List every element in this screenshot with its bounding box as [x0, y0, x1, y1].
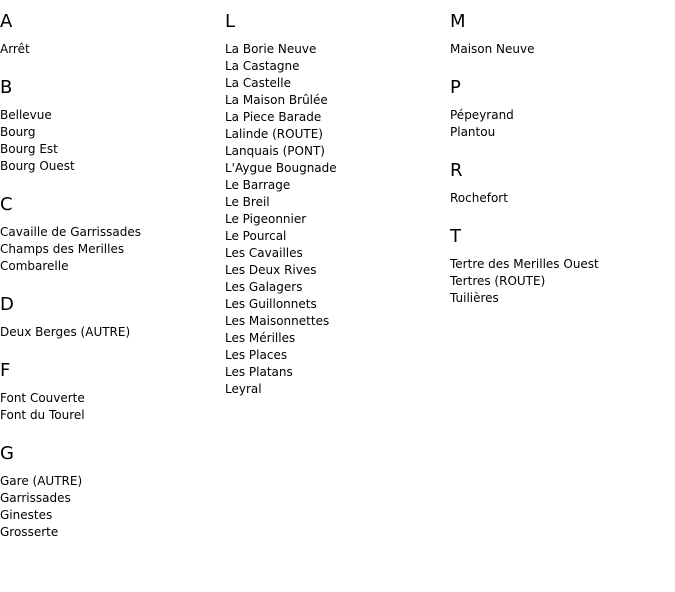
place-link[interactable]: Garrissades	[0, 491, 71, 505]
list-item	[225, 330, 450, 347]
list-item	[225, 381, 450, 398]
place-list	[0, 473, 225, 541]
list-item	[225, 143, 450, 160]
place-list	[0, 224, 225, 275]
list-item	[225, 160, 450, 177]
list-item	[225, 279, 450, 296]
list-item	[225, 41, 450, 58]
index-column-3	[450, 0, 675, 326]
list-item	[0, 141, 225, 158]
list-item	[225, 126, 450, 143]
list-item	[0, 390, 225, 407]
place-link[interactable]: La Borie Neuve	[225, 42, 317, 56]
list-item	[225, 194, 450, 211]
letter-group	[0, 443, 225, 541]
place-link[interactable]: La Maison Brûlée	[225, 93, 328, 107]
letter-heading: B	[0, 77, 13, 98]
place-link[interactable]: Cavaille de Garrissades	[0, 225, 141, 239]
place-link[interactable]: Deux Berges (AUTRE)	[0, 325, 131, 339]
list-item	[225, 211, 450, 228]
place-link[interactable]: Le Pigeonnier	[225, 212, 307, 226]
place-list	[450, 107, 675, 141]
list-item	[225, 75, 450, 92]
place-link[interactable]: Le Pourcal	[225, 229, 287, 243]
place-link[interactable]: Le Barrage	[225, 178, 291, 192]
place-link[interactable]: Font Couverte	[0, 391, 85, 405]
place-link[interactable]: Tertres (ROUTE)	[450, 274, 546, 288]
place-link[interactable]: Lanquais (PONT)	[225, 144, 325, 158]
place-link[interactable]: Les Deux Rives	[225, 263, 317, 277]
list-item	[0, 241, 225, 258]
list-item	[0, 507, 225, 524]
list-item	[450, 290, 675, 307]
index-column-1	[0, 0, 225, 560]
list-item	[225, 228, 450, 245]
place-link[interactable]: Arrêt	[0, 42, 30, 56]
place-list	[450, 190, 675, 207]
place-link[interactable]: Les Places	[225, 348, 288, 362]
place-link[interactable]: Les Galagers	[225, 280, 303, 294]
place-link[interactable]: Lalinde (ROUTE)	[225, 127, 323, 141]
place-link[interactable]: Le Breil	[225, 195, 270, 209]
list-item	[0, 258, 225, 275]
letter-heading: A	[0, 11, 13, 32]
letter-group	[0, 194, 225, 275]
place-link[interactable]: Combarelle	[0, 259, 69, 273]
list-item	[0, 41, 225, 58]
index-column-2	[225, 0, 450, 417]
letter-group	[450, 11, 675, 58]
list-item	[0, 490, 225, 507]
list-item	[450, 256, 675, 273]
list-item	[225, 92, 450, 109]
list-item	[450, 190, 675, 207]
list-item	[0, 524, 225, 541]
place-list	[450, 41, 675, 58]
place-link[interactable]: L'Aygue Bougnade	[225, 161, 337, 175]
place-list	[450, 256, 675, 307]
place-link[interactable]: Plantou	[450, 125, 496, 139]
letter-group	[0, 11, 225, 58]
list-item	[225, 109, 450, 126]
list-item	[225, 364, 450, 381]
letter-group	[450, 160, 675, 207]
letter-group	[225, 11, 450, 398]
place-link[interactable]: Bourg Est	[0, 142, 58, 156]
list-item	[0, 324, 225, 341]
place-link[interactable]: Font du Tourel	[0, 408, 85, 422]
letter-group	[450, 226, 675, 307]
place-link[interactable]: Tuilières	[450, 291, 499, 305]
letter-group	[450, 77, 675, 141]
letter-group	[0, 77, 225, 175]
list-item	[0, 158, 225, 175]
list-item	[225, 245, 450, 262]
place-list	[225, 41, 450, 398]
place-link[interactable]: Bourg	[0, 125, 36, 139]
list-item	[0, 224, 225, 241]
place-link[interactable]: Rochefort	[450, 191, 508, 205]
list-item	[450, 107, 675, 124]
letter-heading: G	[0, 443, 14, 464]
place-link[interactable]: Ginestes	[0, 508, 53, 522]
place-link[interactable]: Gare (AUTRE)	[0, 474, 83, 488]
place-link[interactable]: Les Mérilles	[225, 331, 296, 345]
place-link[interactable]: Les Guillonnets	[225, 297, 317, 311]
place-link[interactable]: Maison Neuve	[450, 42, 535, 56]
place-link[interactable]: Les Cavailles	[225, 246, 303, 260]
place-link[interactable]: La Castelle	[225, 76, 291, 90]
list-item	[225, 296, 450, 313]
letter-heading: R	[450, 160, 463, 181]
place-link[interactable]: La Castagne	[225, 59, 300, 73]
list-item	[225, 262, 450, 279]
letter-heading: T	[450, 226, 461, 247]
letter-heading: F	[0, 360, 11, 381]
place-link[interactable]: Bellevue	[0, 108, 52, 122]
place-list	[0, 390, 225, 424]
place-link[interactable]: Bourg Ouest	[0, 159, 75, 173]
list-item	[0, 124, 225, 141]
place-link[interactable]: Les Platans	[225, 365, 293, 379]
letter-heading: L	[225, 11, 236, 32]
place-list	[0, 324, 225, 341]
list-item	[450, 41, 675, 58]
letter-heading: P	[450, 77, 461, 98]
list-item	[225, 177, 450, 194]
place-link[interactable]: Pépeyrand	[450, 108, 514, 122]
place-list	[0, 107, 225, 175]
letter-heading: M	[450, 11, 466, 32]
list-item	[450, 124, 675, 141]
place-link[interactable]: Leyral	[225, 382, 262, 396]
place-list	[0, 41, 225, 58]
list-item	[225, 347, 450, 364]
list-item	[0, 473, 225, 490]
list-item	[225, 58, 450, 75]
letter-heading: D	[0, 294, 14, 315]
list-item	[225, 313, 450, 330]
list-item	[0, 107, 225, 124]
letter-group	[0, 294, 225, 341]
place-link[interactable]: Les Maisonnettes	[225, 314, 330, 328]
letter-group	[0, 360, 225, 424]
letter-heading: C	[0, 194, 13, 215]
place-link[interactable]: Grosserte	[0, 525, 59, 539]
place-link[interactable]: Champs des Merilles	[0, 242, 125, 256]
list-item	[0, 407, 225, 424]
list-item	[450, 273, 675, 290]
place-link[interactable]: La Piece Barade	[225, 110, 322, 124]
place-link[interactable]: Tertre des Merilles Ouest	[450, 257, 599, 271]
